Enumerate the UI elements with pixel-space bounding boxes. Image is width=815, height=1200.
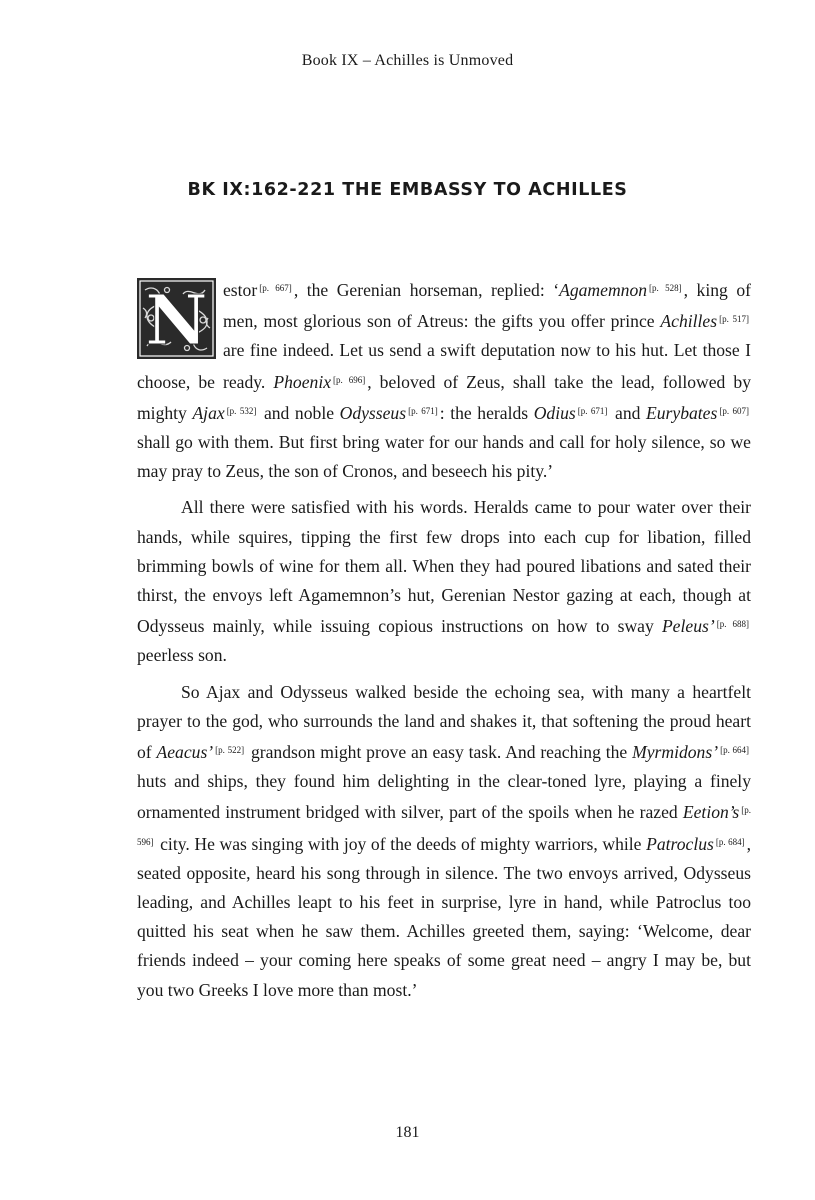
page-ref: [p. 607]	[719, 405, 750, 416]
text-span: estor	[223, 280, 258, 300]
text-span: peerless son.	[137, 645, 227, 666]
page-ref: [p. 684]	[715, 836, 745, 847]
name-italic: Agamemnon	[559, 280, 648, 300]
page-ref: [p. 696]	[333, 374, 366, 385]
page-ref: [p. 522]	[215, 745, 245, 756]
page-ref: [p. 664]	[720, 745, 750, 756]
name-italic: Odius	[533, 402, 576, 423]
page-ref: [p. 528]	[649, 283, 682, 293]
text-span: grandson might prove an easy task. And reaching the	[246, 742, 633, 763]
text-span: So Ajax and Odysseus walked beside the echoing sea, with many a heartfelt prayer to the god, who surrounds the land and shakes it, that softening the proud heart of	[137, 681, 751, 763]
page-ref: [p. 596]	[137, 805, 751, 847]
text-span: , the Gerenian horseman, replied: ‘	[293, 280, 560, 300]
name-italic: Achilles	[660, 311, 718, 332]
text-span: , king of men, most glorious son of Atreus: the gifts you offer prince	[223, 280, 751, 332]
page-ref: [p. 517]	[719, 314, 749, 325]
text-span: city. He was singing with joy of the deeds of mighty warriors, while	[155, 833, 647, 854]
paragraph-3	[137, 678, 751, 1005]
dropcap-n	[137, 278, 216, 359]
name-italic: Ajax	[192, 402, 225, 423]
name-italic: Eetion’s	[682, 802, 740, 823]
page-ref: [p. 688]	[716, 619, 749, 630]
page-ref: [p. 532]	[226, 405, 257, 416]
name-italic: Peleus’	[661, 616, 715, 637]
name-italic: Eurybates	[646, 402, 718, 423]
chapter-title: BK IX:162-221 THE EMBASSY TO ACHILLES	[187, 180, 628, 200]
name-italic: Odysseus	[339, 402, 407, 423]
page-ref: [p. 671]	[577, 405, 608, 416]
text-span: and	[609, 402, 646, 423]
text-span: All there were satisfied with his words. Heralds came to pour water over their hands, while squires, tipping the first few drops into each cup for libation, filled brimming bowls of wine for them all. When they had poured libations and sated their thirst, the envoys left Agamemnon’s hut, Gerenian Nestor gazing at each, though at Odysseus mainly, while issuing copious instructions on how to sway	[137, 497, 751, 637]
body-text	[137, 274, 751, 1012]
page-number: 181	[395, 1124, 420, 1141]
name-italic: Aeacus’	[156, 742, 214, 763]
page-ref: [p. 667]	[259, 283, 292, 293]
name-italic: Myrmidons’	[632, 742, 719, 763]
text-span: , beloved of Zeus, shall take the lead, followed by mighty	[137, 371, 752, 423]
name-italic: Phoenix	[273, 371, 332, 392]
text-span: huts and ships, they found him delighting in the clear-toned lyre, playing a finely ornamented instrument bridged with silver, part of the spoils when he razed	[137, 771, 751, 823]
text-span: and noble	[258, 402, 340, 423]
paragraph-1	[137, 274, 751, 486]
text-span: : the heralds	[439, 402, 534, 423]
name-italic: Patroclus	[646, 833, 714, 854]
paragraph-2	[137, 493, 751, 670]
text-span: shall go with them. But first bring water for our hands and call for holy silence, so we may pray to Zeus, the son of Cronos, and beseech his pity.’	[137, 432, 751, 482]
running-header: Book IX – Achilles is Unmoved	[301, 52, 514, 69]
page-ref: [p. 671]	[408, 405, 438, 416]
text-span: are fine indeed. Let us send a swift deputation now to his hut. Let those I choose, be ready.	[137, 340, 751, 392]
dropcap-letter: N	[145, 281, 208, 359]
text-span: , seated opposite, heard his song through in silence. The two envoys arrived, Odysseus leading, and Achilles leapt to his feet in surprise, lyre in hand, while Patroclus too quitted his seat when he saw them. Achilles greeted them, saying: ‘Welcome, dear friends indeed – your coming here speaks of some great need – angry I may be, but you two Greeks I love more than most.’	[137, 833, 751, 1000]
